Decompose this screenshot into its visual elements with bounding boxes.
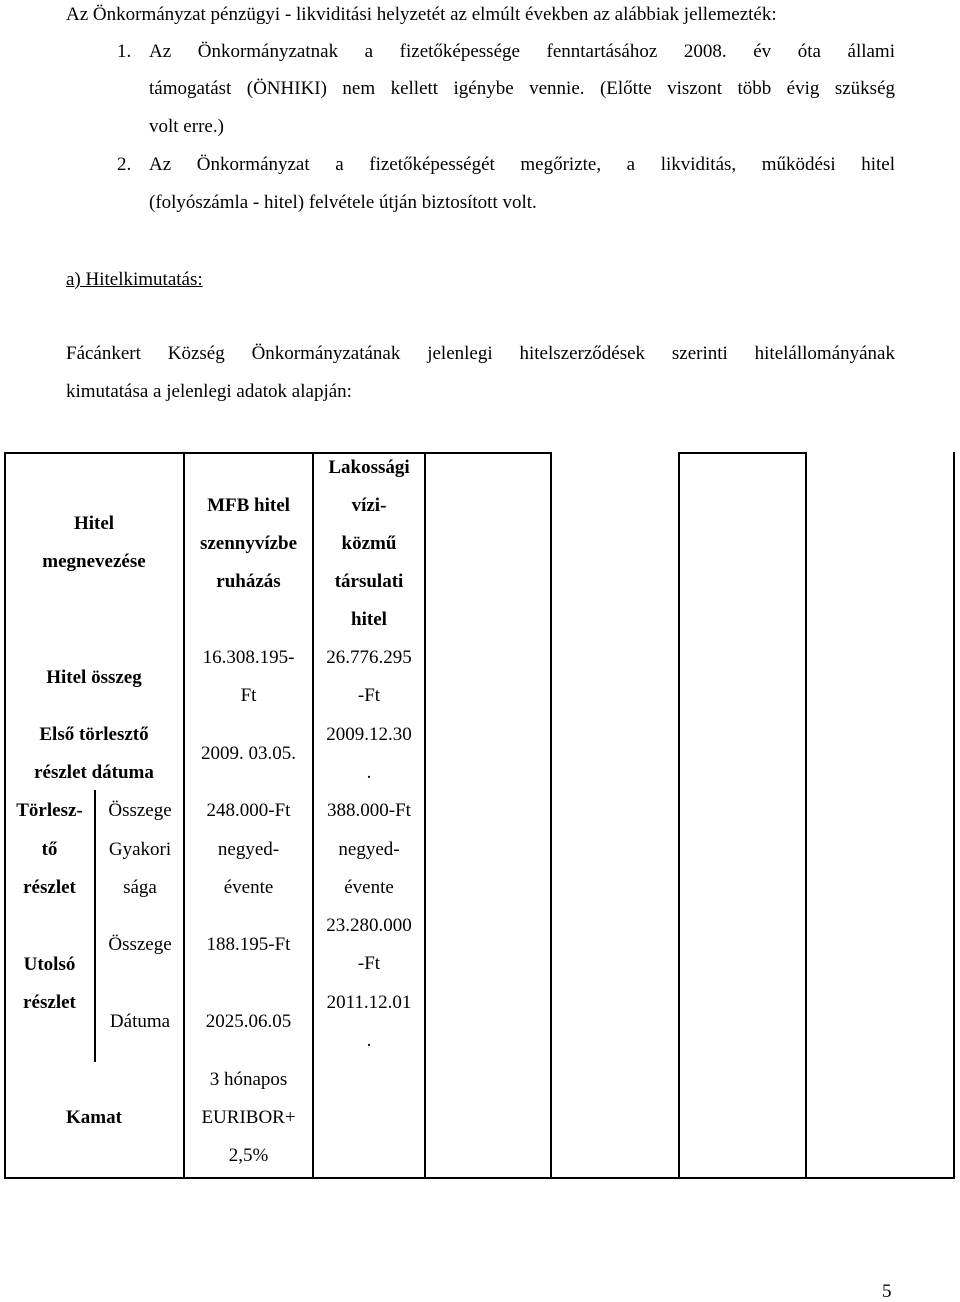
torleszto-osszege-col1: 248.000-Ft [206, 800, 291, 821]
torleszto-gyakorisag-col2-line-2: évente [344, 877, 394, 898]
osszeg-col1-line-2: Ft [240, 685, 257, 706]
header-col2-line-1: Lakossági [328, 457, 410, 478]
elso-col2-line-2: . [366, 762, 372, 783]
utolso-datuma-col1: 2025.06.05 [205, 1011, 292, 1032]
header-col2-line-4: társulati [334, 571, 404, 592]
row-label-kamat: Kamat [66, 1107, 122, 1128]
elso-col2-line-1: 2009.12.30 [326, 724, 412, 745]
kamat-col1-line-1: 3 hónapos [209, 1069, 288, 1090]
torleszto-gyakorisag-label-line-2: sága [123, 877, 157, 898]
page-number: 5 [882, 1281, 892, 1302]
torleszto-osszege-label: Összege [108, 800, 172, 821]
group-label-utolso-line-1: Utolsó [23, 954, 76, 975]
list-item-number: 1. [117, 41, 132, 62]
utolso-datuma-col2-line-2: . [366, 1030, 372, 1051]
row-label-elso-line-2: részlet dátuma [34, 762, 154, 783]
utolso-datuma-col2-line-1: 2011.12.01 [326, 992, 412, 1013]
utolso-osszege-col2-line-2: -Ft [357, 953, 381, 974]
header-label-line-2: megnevezése [42, 551, 146, 572]
header-col1-line-2: szennyvízbe [199, 533, 298, 554]
torleszto-gyakorisag-label-line-1: Gyakori [108, 839, 172, 860]
list-item-2-line-1: Az Önkormányzat a fizetőképességét megőrizte, a likviditás, működési hitel [149, 154, 895, 175]
group-label-torleszto-line-3: részlet [23, 877, 76, 898]
header-col2-line-3: közmű [341, 533, 397, 554]
header-col2-line-2: vízi- [351, 495, 387, 516]
intro-text: Az Önkormányzat pénzügyi - likviditási helyzetét az elmúlt években az alábbiak jellemezték: [66, 4, 777, 25]
header-label-line-1: Hitel [73, 513, 115, 534]
row-label-elso-line-1: Első törlesztő [39, 724, 149, 745]
list-item-1-line-1: Az Önkormányzatnak a fizetőképessége fenntartásához 2008. év óta állami [149, 41, 895, 62]
torleszto-osszege-col2: 388.000-Ft [327, 800, 411, 821]
torleszto-gyakorisag-col1-line-1: negyed- [217, 839, 280, 860]
torleszto-gyakorisag-col1-line-2: évente [223, 877, 274, 898]
osszeg-col2-line-2: -Ft [357, 685, 381, 706]
osszeg-col1-line-1: 16.308.195- [202, 647, 295, 668]
elso-col1: 2009. 03.05. [201, 743, 296, 764]
kamat-col1-line-3: 2,5% [228, 1145, 269, 1166]
section-heading: a) Hitelkimutatás: [66, 269, 203, 290]
utolso-osszege-label: Összege [108, 934, 172, 955]
group-label-torleszto-line-2: tő [41, 839, 58, 860]
paragraph-line-1: Fácánkert Község Önkormányzatának jelenlegi hitelszerződések szerinti hitelállományának [66, 343, 895, 364]
header-col1-line-3: ruházás [216, 571, 281, 592]
osszeg-col2-line-1: 26.776.295 [326, 647, 412, 668]
kamat-col1-line-2: EURIBOR+ [201, 1107, 296, 1128]
list-item-number: 2. [117, 154, 132, 175]
torleszto-gyakorisag-col2-line-1: negyed- [338, 839, 400, 860]
list-item-1-line-3: volt erre.) [149, 116, 224, 137]
utolso-datuma-label: Dátuma [109, 1011, 171, 1032]
paragraph-line-2: kimutatása a jelenlegi adatok alapján: [66, 381, 352, 402]
header-col2-line-5: hitel [351, 609, 387, 630]
header-col1-line-1: MFB hitel [207, 495, 290, 516]
list-item-1-line-2: támogatást (ÖNHIKI) nem kellett igénybe vennie. (Előtte viszont több évig szükség [149, 78, 895, 99]
group-label-torleszto-line-1: Törlesz- [16, 800, 83, 821]
utolso-osszege-col1: 188.195-Ft [206, 934, 291, 955]
utolso-osszege-col2-line-1: 23.280.000 [326, 915, 412, 936]
group-label-utolso-line-2: részlet [23, 992, 76, 1013]
list-item-2-line-2: (folyószámla - hitel) felvétele útján biztosított volt. [149, 192, 537, 213]
row-label-osszeg: Hitel összeg [46, 667, 142, 688]
